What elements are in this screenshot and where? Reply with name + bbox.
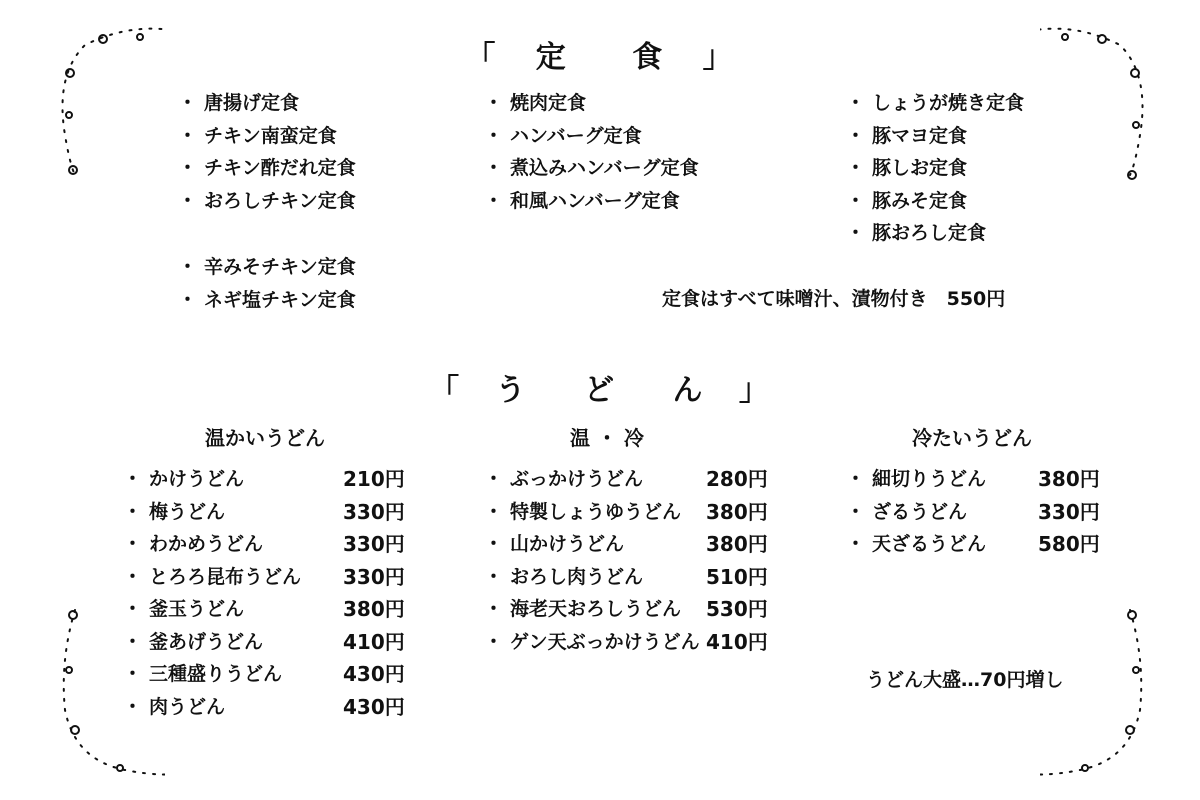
item-name: ゲン天ぶっかけうどん (510, 630, 700, 653)
hot-udon-prices (343, 463, 405, 723)
list-item (123, 528, 301, 561)
list-item (484, 561, 700, 594)
item-name: 煮込みハンバーグ定食 (510, 157, 699, 179)
item-name: ざるうどん (872, 500, 968, 523)
item-name: 釜あげうどん (149, 630, 264, 653)
title-close-bracket: 」 (702, 40, 735, 75)
item-price: 330円 (343, 564, 405, 589)
item-name: 梅うどん (149, 500, 226, 523)
bullet: ・ (178, 256, 198, 278)
item-price: 430円 (343, 694, 405, 719)
list-item (178, 185, 356, 218)
item-name: チキン南蛮定食 (204, 124, 337, 147)
list-item (484, 626, 700, 659)
list-item (846, 185, 1024, 218)
list-item (178, 152, 356, 185)
item-name: 山かけうどん (510, 533, 625, 555)
teishoku-list-col1-bottom (178, 251, 356, 316)
item-name: 豚みそ定食 (872, 189, 968, 212)
list-item (123, 496, 301, 529)
title-open-bracket: 「 (429, 373, 462, 408)
list-item (123, 691, 301, 724)
item-name: 肉うどん (149, 695, 226, 718)
item-price: 580円 (1038, 532, 1100, 556)
bullet: ・ (123, 533, 143, 555)
list-item (178, 120, 356, 153)
item-price: 330円 (1038, 499, 1100, 524)
bullet: ・ (123, 500, 143, 523)
item-name: 釜玉うどん (149, 598, 245, 620)
item-price: 330円 (343, 499, 405, 524)
list-item (846, 87, 1024, 120)
bullet: ・ (846, 189, 866, 212)
bullet: ・ (484, 598, 504, 620)
item-name: 豚おろし定食 (872, 222, 987, 244)
bullet: ・ (123, 565, 143, 588)
bullet: ・ (484, 189, 504, 212)
teishoku-list-col1-top (178, 87, 356, 217)
teishoku-section-title (0, 32, 1200, 76)
bullet: ・ (846, 468, 866, 490)
item-name: 辛みそチキン定食 (204, 256, 356, 278)
title-close-bracket: 」 (738, 373, 771, 408)
list-item (484, 152, 699, 185)
list-item (123, 626, 301, 659)
udon-section-title (0, 365, 1200, 409)
list-item (846, 528, 986, 561)
list-item (846, 120, 1024, 153)
cold-udon-heading: 冷たいうどん (912, 426, 1032, 450)
teishoku-note: 定食はすべて味噌汁、漬物付き 550円 (662, 288, 1006, 310)
cold-udon-prices (1038, 463, 1100, 561)
bullet: ・ (484, 92, 504, 114)
list-item (178, 284, 356, 317)
item-name: 和風ハンバーグ定食 (510, 189, 680, 212)
bullet: ・ (123, 598, 143, 620)
bullet: ・ (178, 124, 198, 147)
item-name: かけうどん (149, 468, 245, 490)
item-name: 海老天おろしうどん (510, 598, 682, 620)
list-item (484, 593, 700, 626)
bullet: ・ (846, 500, 866, 523)
bullet: ・ (123, 695, 143, 718)
item-name: わかめうどん (149, 533, 264, 555)
bullet: ・ (178, 189, 198, 212)
bullet: ・ (846, 92, 866, 114)
item-name: 豚マヨ定食 (872, 124, 968, 147)
bullet: ・ (846, 157, 866, 179)
list-item (846, 496, 986, 529)
item-name: 天ざるうどん (872, 533, 987, 555)
title-open-bracket: 「 (465, 40, 498, 75)
item-name: 唐揚げ定食 (204, 92, 300, 114)
list-item (846, 463, 986, 496)
bullet: ・ (123, 663, 143, 685)
item-name: 焼肉定食 (510, 92, 587, 114)
item-name: ハンバーグ定食 (510, 124, 642, 147)
list-item (123, 658, 301, 691)
item-name: おろしチキン定食 (204, 189, 356, 212)
bullet: ・ (178, 157, 198, 179)
cold-udon-list (846, 463, 986, 561)
both-udon-heading: 温 ・ 冷 (570, 426, 644, 450)
item-price: 430円 (343, 662, 405, 686)
list-item (846, 152, 1024, 185)
title-char: 食 (632, 40, 665, 75)
bullet: ・ (484, 468, 504, 490)
list-item (178, 87, 356, 120)
item-name: ぶっかけうどん (510, 468, 644, 490)
list-item (846, 217, 1024, 250)
item-price: 530円 (706, 597, 768, 621)
item-price: 380円 (706, 499, 768, 524)
bullet: ・ (123, 468, 143, 490)
item-name: しょうが焼き定食 (872, 92, 1025, 114)
item-price: 410円 (706, 629, 768, 654)
bullet: ・ (484, 565, 504, 588)
title-char: う (495, 373, 528, 408)
list-item (178, 251, 356, 284)
bullet: ・ (846, 222, 866, 244)
item-price: 210円 (343, 467, 405, 491)
item-name: おろし肉うどん (510, 565, 644, 588)
both-udon-prices (706, 463, 768, 658)
list-item (123, 561, 301, 594)
list-item (123, 463, 301, 496)
item-name: とろろ昆布うどん (149, 565, 302, 588)
item-name: チキン酢だれ定食 (204, 157, 356, 179)
both-udon-list (484, 463, 700, 658)
bullet: ・ (846, 124, 866, 147)
list-item (484, 185, 699, 218)
item-price: 330円 (343, 532, 405, 556)
teishoku-list-col2 (484, 87, 699, 217)
bullet: ・ (484, 500, 504, 523)
teishoku-list-col3 (846, 87, 1024, 250)
hot-udon-heading: 温かいうどん (205, 426, 325, 450)
list-item (484, 528, 700, 561)
title-char: ん (672, 373, 705, 408)
list-item (484, 496, 700, 529)
bullet: ・ (484, 630, 504, 653)
udon-large-note: うどん大盛…70円増し (866, 669, 1064, 691)
item-price: 510円 (706, 564, 768, 589)
list-item (484, 120, 699, 153)
item-name: 特製しょうゆうどん (510, 500, 682, 523)
item-name: 豚しお定食 (872, 157, 968, 179)
bullet: ・ (484, 157, 504, 179)
title-char: 定 (535, 40, 568, 75)
item-name: 三種盛りうどん (149, 663, 283, 685)
item-price: 380円 (706, 532, 768, 556)
item-price: 280円 (706, 467, 768, 491)
hot-udon-list (123, 463, 301, 723)
list-item (123, 593, 301, 626)
list-item (484, 87, 699, 120)
title-char: ど (584, 373, 616, 408)
bullet: ・ (846, 533, 866, 555)
bullet: ・ (178, 288, 198, 311)
corner-decoration-bottom-right (1040, 600, 1160, 790)
item-price: 380円 (1038, 467, 1100, 491)
bullet: ・ (484, 124, 504, 147)
item-name: ネギ塩チキン定食 (204, 288, 356, 311)
item-price: 380円 (343, 597, 405, 621)
item-name: 細切りうどん (872, 468, 987, 490)
bullet: ・ (484, 533, 504, 555)
list-item (484, 463, 700, 496)
item-price: 410円 (343, 629, 405, 654)
bullet: ・ (178, 92, 198, 114)
bullet: ・ (123, 630, 143, 653)
